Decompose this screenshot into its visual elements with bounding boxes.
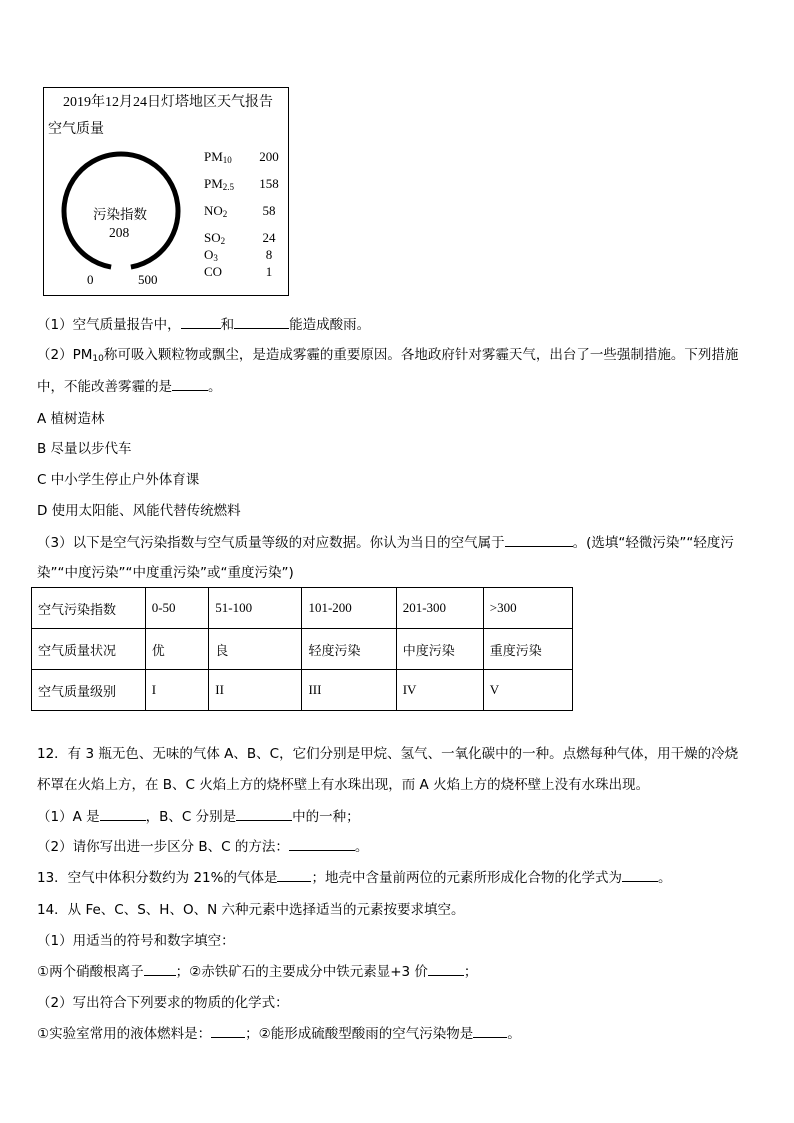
table-cell: 空气质量状况 [32, 629, 146, 670]
pollutant-row [204, 203, 284, 219]
table-cell: V [483, 670, 572, 711]
answer-blank [100, 807, 146, 821]
pollutant-value: 200 [259, 149, 279, 164]
table-cell: 轻度污染 [302, 629, 396, 670]
table-row [32, 588, 573, 629]
table-cell: 良 [209, 629, 302, 670]
answer-blank [428, 962, 464, 976]
q12-part2: （2）请你写出进一步区分 B、C 的方法： 。 [37, 839, 369, 855]
q11-option: C 中小学生停止户外体育课 [37, 472, 200, 488]
table-cell: 空气污染指数 [32, 588, 146, 629]
pollutant-name: $NO_2$ [204, 203, 228, 219]
q11-part2: $(2)PM_{10}$称可吸入颗粒物或飘尘，是造成雾霾的重要原因。各地政府针对雾霾天气，出台了一些强制措施。下列措施 [37, 347, 739, 364]
answer-blank [622, 868, 658, 882]
q12-stem-cont: 杯罩在火焰上方，在 B、C 火焰上方的烧杯壁上有水珠出现，而 A 火焰上方的烧杯壁上没有水珠出现。 [37, 777, 650, 793]
table-row [32, 629, 573, 670]
pollutant-value: 24 [262, 230, 276, 245]
table-cell: IV [396, 670, 483, 711]
answer-blank [144, 962, 176, 976]
pollutant-row [204, 149, 284, 165]
pollutant-value: 158 [259, 176, 279, 191]
gauge-value: 208 [109, 225, 130, 240]
table-cell: II [209, 670, 302, 711]
table-cell: III [302, 670, 396, 711]
q14-part1-items: ①两个硝酸根离子 ；②赤铁矿石的主要成分中铁元素显+3 价 ； [37, 964, 478, 980]
gauge-max-label: 500 [138, 272, 158, 287]
answer-blank [234, 315, 289, 329]
pollutant-value: 58 [262, 203, 276, 218]
gauge-min-label: 0 [87, 272, 94, 287]
report-title: 2019年12月24日灯塔地区天气报告 [63, 95, 273, 110]
report-subtitle: 空气质量 [48, 121, 104, 137]
table-cell: 201-300 [396, 588, 483, 629]
table-cell: 51-100 [209, 588, 302, 629]
q14-part1: （1）用适当的符号和数字填空： [37, 933, 235, 949]
pollutant-row [204, 176, 284, 192]
q11-part3-cont: 染”“中度污染”“中度重污染”或“重度污染”) [37, 565, 294, 581]
table-cell: 101-200 [302, 588, 396, 629]
q11-option: D 使用太阳能、风能代替传统燃料 [37, 503, 241, 519]
table-cell: >300 [483, 588, 572, 629]
table-row [32, 670, 573, 711]
table-cell: 优 [145, 629, 209, 670]
answer-blank [172, 377, 208, 391]
q14-part2: （2）写出符合下列要求的物质的化学式： [37, 995, 289, 1011]
answer-blank [505, 533, 573, 547]
pollutant-row [204, 230, 284, 246]
table-cell: 空气质量级别 [32, 670, 146, 711]
pollutant-name: CO [204, 264, 223, 279]
pollutant-row [204, 247, 284, 263]
q11-part1: （1）空气质量报告中， 和 能造成酸雨。 [37, 317, 371, 333]
q14-part2-items: ①实验室常用的液体燃料是： ；②能形成硫酸型酸雨的空气污染物是 。 [37, 1026, 521, 1042]
pollutant-name: $O_3$ [204, 247, 218, 263]
pollutant-name: $PM_{10}$ [204, 149, 232, 165]
gauge-label: 污染指数 [93, 207, 147, 223]
table-cell: 0-50 [145, 588, 209, 629]
q12-part1: （1）A 是 ，B、C 分别是 中的一种； [37, 809, 360, 825]
answer-blank [181, 315, 221, 329]
q13: 13．空气中体积分数约为 21%的气体是 ；地壳中含量前两位的元素所形成化合物的化学式为 。 [37, 870, 672, 886]
answer-blank [277, 868, 311, 882]
pollutant-value: 8 [265, 247, 273, 262]
pollutant-name: $PM_{2.5}$ [204, 176, 235, 192]
table-cell: 重度污染 [483, 629, 572, 670]
q12-stem: 12．有 3 瓶无色、无味的气体 A、B、C，它们分别是甲烷、氢气、一氧化碳中的一种。点燃每种气体，用干燥的冷烧 [37, 746, 739, 762]
q11-part2-cont: 中，不能改善雾霾的是 。 [37, 379, 222, 395]
pollutant-row [204, 264, 284, 280]
answer-blank [289, 837, 355, 851]
pollutant-value: 1 [265, 264, 273, 279]
pollutant-name: $SO_2$ [204, 230, 226, 246]
q11-option: A 植树造林 [37, 411, 105, 427]
answer-blank [211, 1024, 245, 1038]
weather-report-box [43, 87, 289, 296]
q11-option: B 尽量以步代车 [37, 441, 132, 457]
table-cell: I [145, 670, 209, 711]
answer-blank [236, 807, 292, 821]
q11-part3: （3）以下是空气污染指数与空气质量等级的对应数据。你认为当日的空气属于 。(选填“轻微污染”“轻度污 [37, 535, 734, 551]
answer-blank [473, 1024, 507, 1038]
q14-stem: 14．从 Fe、C、S、H、O、N 六种元素中选择适当的元素按要求填空。 [37, 902, 465, 918]
table-cell: 中度污染 [396, 629, 483, 670]
aqi-table [31, 587, 573, 711]
